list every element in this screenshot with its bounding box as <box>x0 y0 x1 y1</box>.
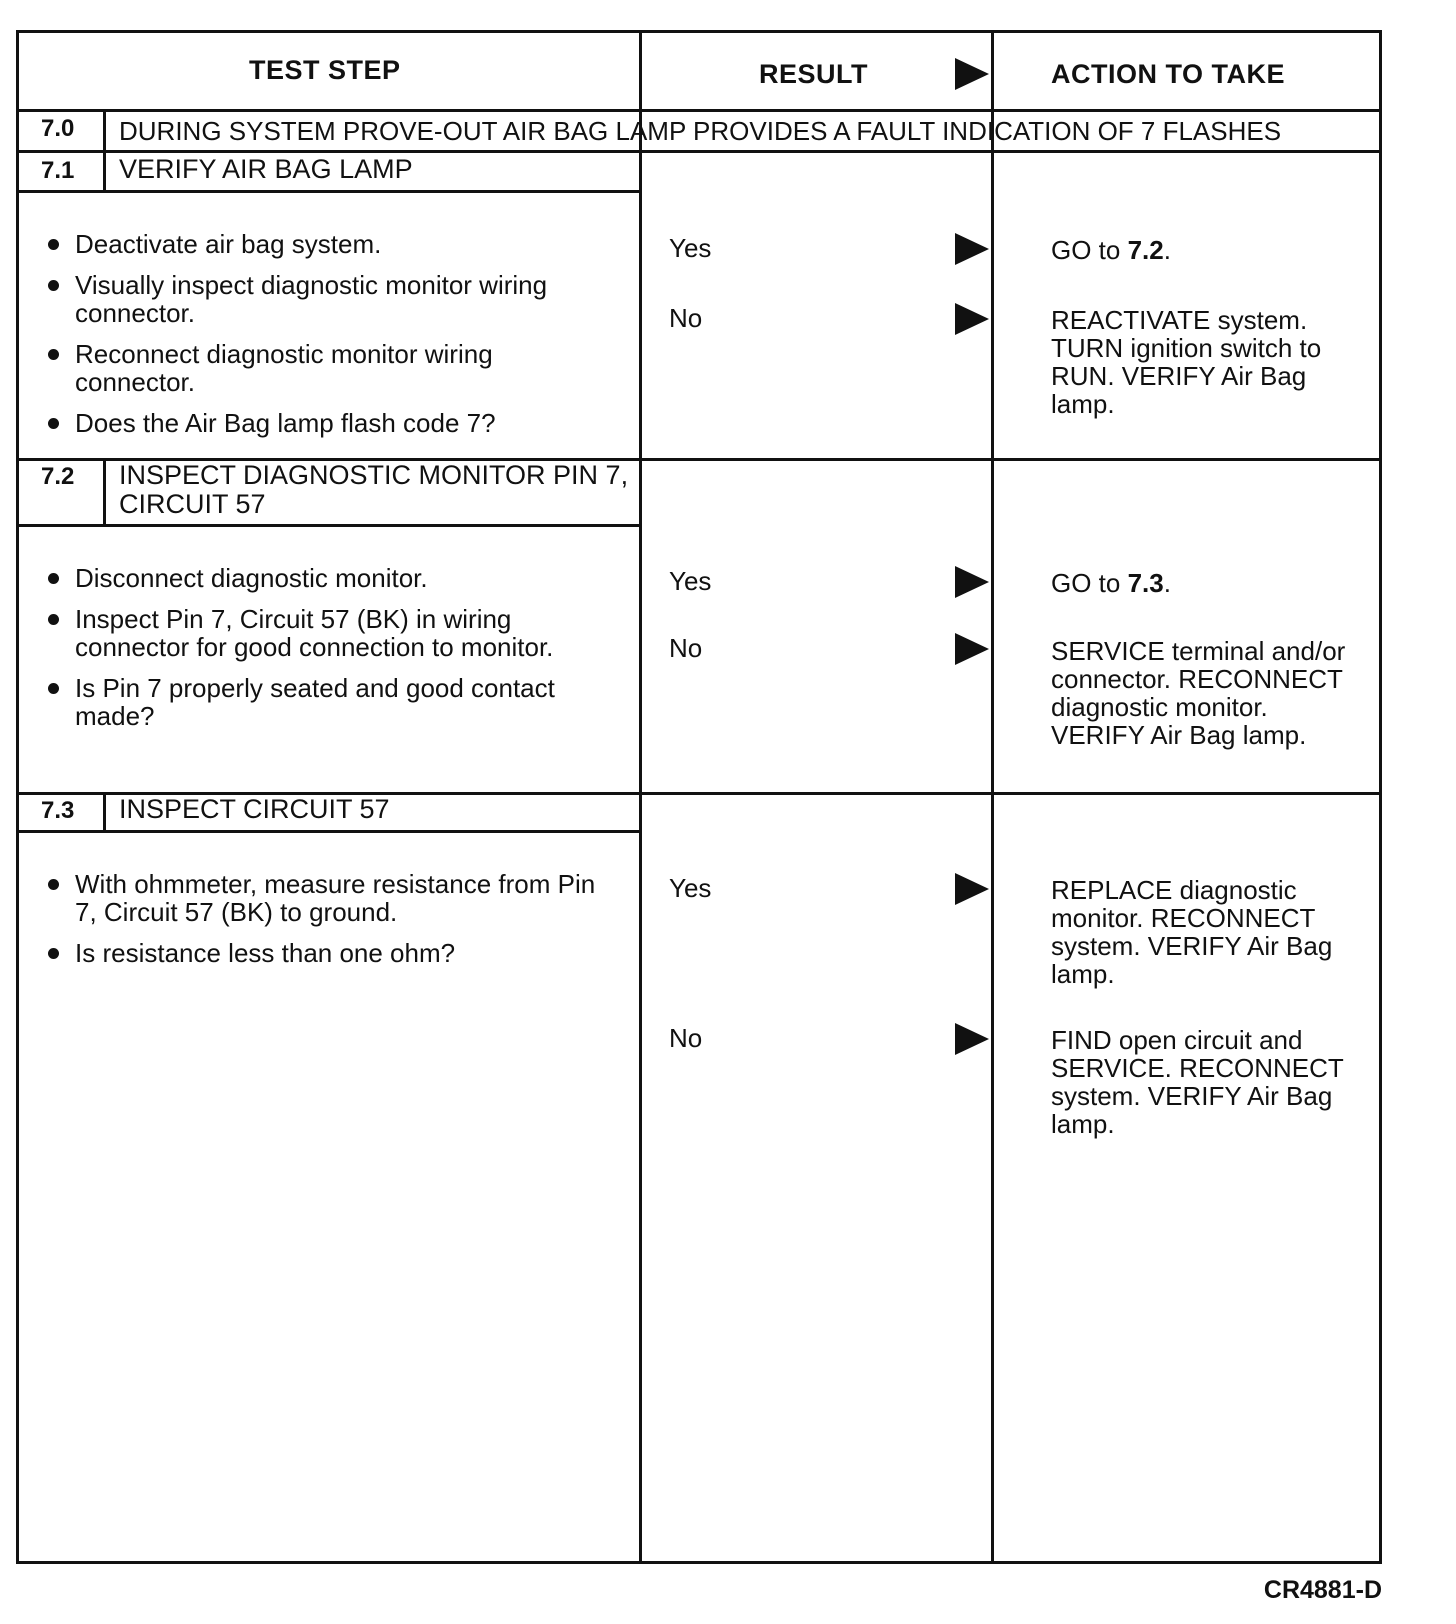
step-7-3-title-divider <box>19 830 639 833</box>
header-arrow-icon <box>955 58 989 90</box>
figure-code: CR4881-D <box>1263 1576 1382 1604</box>
step-reference: 7.3 <box>1127 568 1164 598</box>
action-text: . <box>1163 568 1171 598</box>
step-7-1-result-yes: Yes <box>669 233 712 263</box>
list-item: Is resistance less than one ohm? <box>45 939 605 967</box>
step-7-2-action-yes <box>1051 569 1351 597</box>
step-7-1-bullets <box>45 230 605 450</box>
arrow-icon <box>955 566 989 598</box>
arrow-icon <box>955 873 989 905</box>
section-title: DURING SYSTEM PROVE-OUT AIR BAG LAMP PROVIDES A FAULT INDICATION OF 7 FLASHES <box>119 116 1282 146</box>
step-7-2-action-no: SERVICE terminal and/or connector. RECONNECT diagnostic monitor. VERIFY Air Bag lamp. <box>1051 636 1346 750</box>
list-item: Deactivate air bag system. <box>45 230 605 258</box>
arrow-icon <box>955 303 989 335</box>
list-item: Disconnect diagnostic monitor. <box>45 564 605 592</box>
step-7-2-result-no: No <box>669 633 703 663</box>
step-7-3-title: INSPECT CIRCUIT 57 <box>119 794 390 824</box>
arrow-icon <box>955 633 989 665</box>
action-text: GO to <box>1051 235 1128 265</box>
header-test-step: TEST STEP <box>249 55 401 85</box>
list-item: With ohmmeter, measure resistance from Pin 7, Circuit 57 (BK) to ground. <box>45 870 605 926</box>
action-text: . <box>1163 235 1171 265</box>
header-action: ACTION TO TAKE <box>1051 59 1285 89</box>
step-7-2-bullets <box>45 564 605 743</box>
step-7-3-action-yes: REPLACE diagnostic monitor. RECONNECT system. VERIFY Air Bag lamp. <box>1051 875 1333 989</box>
section-number: 7.0 <box>41 115 75 142</box>
step-7-1-title-divider <box>19 190 639 193</box>
list-item: Reconnect diagnostic monitor wiring connector. <box>45 340 605 396</box>
step-reference: 7.2 <box>1127 235 1164 265</box>
step-7-3-number: 7.3 <box>41 797 75 824</box>
list-item: Does the Air Bag lamp flash code 7? <box>45 409 605 437</box>
arrow-icon <box>955 233 989 265</box>
step-7-1-number: 7.1 <box>41 157 75 184</box>
step-7-2-number: 7.2 <box>41 463 75 490</box>
header-divider <box>19 109 1379 112</box>
step-7-2-title: INSPECT DIAGNOSTIC MONITOR PIN 7, CIRCUIT 57 <box>119 460 629 519</box>
step-7-3-bullets <box>45 870 605 980</box>
step-7-1-title: VERIFY AIR BAG LAMP <box>119 154 413 184</box>
step-7-1-action-no: REACTIVATE system. TURN ignition switch to RUN. VERIFY Air Bag lamp. <box>1051 305 1322 419</box>
diagnostic-chart <box>16 30 1382 1564</box>
list-item: Visually inspect diagnostic monitor wiring connector. <box>45 271 605 327</box>
column-divider-action <box>991 33 994 1561</box>
step-7-3-result-no: No <box>669 1023 703 1053</box>
list-item: Inspect Pin 7, Circuit 57 (BK) in wiring connector for good connection to monitor. <box>45 605 605 661</box>
step-7-2-result-yes: Yes <box>669 566 712 596</box>
arrow-icon <box>955 1023 989 1055</box>
step-7-3-number-divider <box>103 792 106 832</box>
step-7-1-action-yes <box>1051 236 1351 264</box>
header-result: RESULT <box>759 59 868 89</box>
section-divider <box>19 150 1379 153</box>
step-7-2-number-divider <box>103 458 106 526</box>
step-7-2-title-divider <box>19 524 639 527</box>
step-7-1-result-no: No <box>669 303 703 333</box>
list-item: Is Pin 7 properly seated and good contact made? <box>45 674 605 730</box>
column-divider-result <box>639 33 642 1561</box>
step-7-3-action-no: FIND open circuit and SERVICE. RECONNECT system. VERIFY Air Bag lamp. <box>1051 1025 1344 1139</box>
action-text: GO to <box>1051 568 1128 598</box>
step-7-3-result-yes: Yes <box>669 873 712 903</box>
